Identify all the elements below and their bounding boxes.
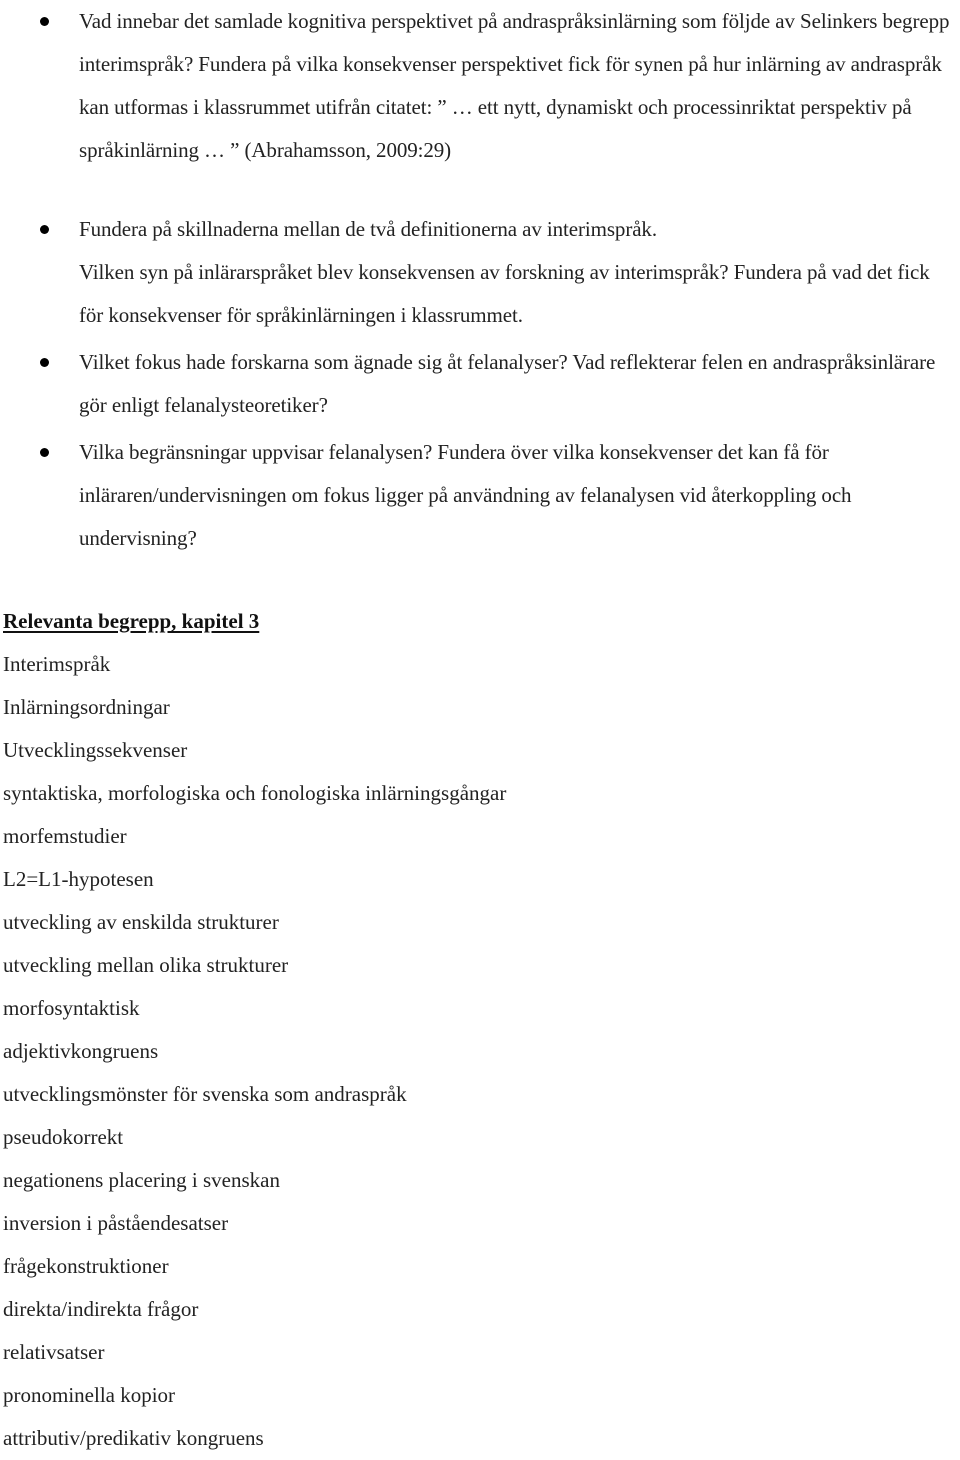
term-item: Interimspråk (3, 652, 111, 676)
term-item: negationens placering i svenskan (3, 1168, 280, 1192)
section-heading: Relevanta begrepp, kapitel 3 (3, 609, 260, 633)
term-item: inversion i påståendesatser (3, 1211, 229, 1235)
term-item: syntaktiska, morfologiska och fonologiska inlärningsgångar (3, 781, 507, 805)
question-text: Vilket fokus hade forskarna som ägnade sig åt felanalyser? Vad reflekterar felen en andraspråksinlärare gör enligt felanalysteoretiker? (79, 350, 936, 417)
question-text: Vilken syn på inlärarspråket blev konsekvensen av forskning av interimspråk? Fundera på vad det fick för konsekvenser för språkinlärningen i klassrummet. (79, 260, 930, 327)
term-item: Inlärningsordningar (3, 695, 170, 719)
question-text: Vilka begränsningar uppvisar felanalysen? Fundera över vilka konsekvenser det kan få för inläraren/undervisningen om fokus ligger på användning av felanalysen vid återkoppling och undervisning? (79, 440, 852, 550)
term-item: pronominella kopior (3, 1383, 176, 1407)
term-item: attributiv/predikativ kongruens (3, 1426, 264, 1450)
question-item (0, 341, 960, 427)
term-item: frågekonstruktioner (3, 1254, 169, 1278)
question-item (0, 431, 960, 560)
question-item (0, 0, 960, 172)
term-item: pseudokorrekt (3, 1125, 124, 1149)
term-item: utvecklingsmönster för svenska som andraspråk (3, 1082, 407, 1106)
term-item: relativsatser (3, 1340, 105, 1364)
question-item (0, 208, 960, 251)
question-item-continuation (0, 251, 960, 337)
term-item: direkta/indirekta frågor (3, 1297, 199, 1321)
term-item: utveckling mellan olika strukturer (3, 953, 289, 977)
term-item: Utvecklingssekvenser (3, 738, 188, 762)
term-item: morfosyntaktisk (3, 996, 140, 1020)
term-item: L2=L1-hypotesen (3, 867, 154, 891)
question-text: Fundera på skillnaderna mellan de två definitionerna av interimspråk. (79, 217, 657, 241)
term-item: utveckling av enskilda strukturer (3, 910, 279, 934)
term-list (3, 643, 953, 1460)
relevant-terms-section (3, 600, 953, 1460)
term-item: morfemstudier (3, 824, 127, 848)
question-text: Vad innebar det samlade kognitiva perspektivet på andraspråksinlärning som följde av Selinkers begrepp interimspråk? Fundera på vilka konsekvenser perspektivet fick för synen på hur inlärning av andraspråk kan utformas i klassrummet utifrån citatet: ” … ett nytt, dynamiskt och processinriktat perspektiv på språkinlärning … ” (Abrahamsson, 2009:29) (79, 9, 950, 162)
term-item: adjektivkongruens (3, 1039, 159, 1063)
